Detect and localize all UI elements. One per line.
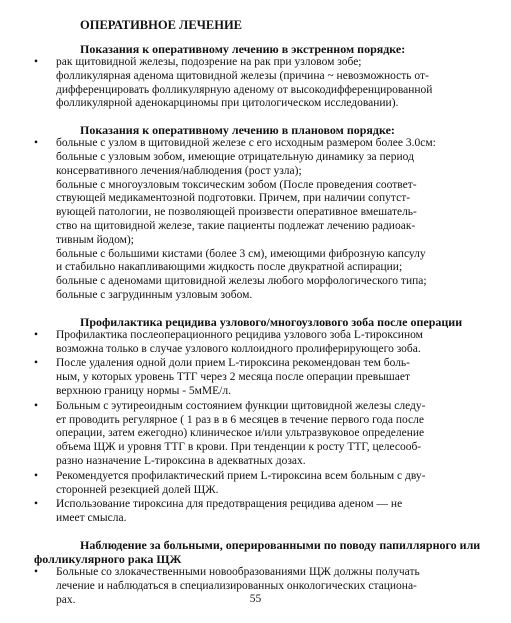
text-line: больные с узловым зобом, имеющие отрицательную динамику за период <box>56 150 414 163</box>
list-item <box>34 498 487 526</box>
text-line: ным, у которых уровень ТТГ через 2 месяца после операции превышает <box>56 371 411 384</box>
section-planned-indications <box>34 123 487 303</box>
list-item <box>34 470 487 498</box>
bullet: • <box>34 328 39 341</box>
text-line: Рекомендуется профилактический прием L-тироксина всем больным с дву- <box>56 469 426 482</box>
text-line: Использование тироксина для предотвращения рецидива аденом — не <box>56 498 403 511</box>
text-line: рак щитовидной железы, подозрение на рак при узловом зобе; <box>56 56 362 68</box>
text-line: и стабильно накапливающими жидкость после двукратной аспирации; <box>56 261 403 274</box>
bullet: • <box>34 399 39 412</box>
text-line: рах. <box>56 593 76 606</box>
list-item-text <box>56 498 487 526</box>
text-line: больные с узлом в щитовидной железе с его исходным размером более 3.0см: <box>56 137 436 150</box>
text-line: Больным с эутиреоидным состоянием функции щитовидной железы следу- <box>56 399 426 412</box>
text-line: лечение и наблюдаться в специализированных онкологических стациона- <box>56 579 417 592</box>
section-title: Профилактика рецидива узлового/многоузлового зоба после операции <box>80 314 463 329</box>
text-line: После удаления одной доли прием L-тироксина рекомендован тем боль- <box>56 357 411 370</box>
text-line: объема ЩЖ и уровня ТТГ в крови. При тенденции к росту ТТГ, целесооб- <box>56 441 422 454</box>
section-recurrence-prevention <box>34 315 487 526</box>
bullet: • <box>34 565 39 578</box>
text-line: фолликулярной аденокарциномы при цитологическом исследовании). <box>56 97 399 110</box>
list-item-text <box>56 329 487 357</box>
text-line: верхнюю границу нормы - 5мМЕ/л. <box>56 384 231 397</box>
text-line: фолликулярная аденома щитовидной железы (причина ~ невозможность от- <box>56 69 429 82</box>
list-item-text <box>56 357 487 398</box>
list-item-text <box>56 56 487 111</box>
text-line: больные с многоузловым токсическим зобом (После проведения соответ- <box>56 178 417 191</box>
page-number: 55 <box>249 593 262 605</box>
list-item-text <box>56 470 487 498</box>
bullet: • <box>34 137 39 150</box>
text-line: тивным йодом); <box>56 233 134 246</box>
bullet: • <box>34 498 39 511</box>
section-title: Показания к оперативному лечению в экстренном порядке: <box>80 42 406 56</box>
text-line: больные с аденомами щитовидной железы любого морфологического типа; <box>56 275 427 288</box>
bullet: • <box>34 469 39 482</box>
list-item <box>34 357 487 398</box>
list-item <box>34 56 487 111</box>
text-line: сторонней резекцией долей ЩЖ. <box>56 483 219 496</box>
text-line: ствующей медикаментозной подготовки. Причем, при наличии сопутст- <box>56 192 411 205</box>
list-item <box>34 329 487 357</box>
list-item <box>34 137 487 303</box>
section-title: Наблюдение за больными, оперированными по поводу папиллярного или фолликулярного рака ЩЖ <box>34 537 481 566</box>
list-item-text <box>56 400 487 469</box>
page-title: ОПЕРАТИВНОЕ ЛЕЧЕНИЕ <box>80 18 242 32</box>
text-line: ство на щитовидной железе, такие пациенты подлежат лечению радиоак- <box>56 219 416 232</box>
text-line: больные с загрудинным узловым зобом. <box>56 288 253 301</box>
section-title: Показания к оперативному лечению в плановом порядке: <box>80 123 395 138</box>
bullet: • <box>34 357 39 370</box>
text-line: ет проводить регулярное ( 1 раз в в 6 месяцев в течение первого года после <box>56 413 424 426</box>
list-item-text <box>56 137 487 303</box>
section-emergency-indications <box>34 42 487 111</box>
text-line: операции, затем ежегодно) клиническое и/или ультразвуковое определение <box>56 427 425 440</box>
text-line: дифференцировать фолликулярную аденому от высокодифференцированной <box>56 83 433 96</box>
text-line: возможна только в случае узлового коллоидного пролиферирующего зоба. <box>56 342 421 355</box>
text-line: вующей патологии, не позволяющей произвести оперативное вмешатель- <box>56 206 417 219</box>
text-line: имеет смысла. <box>56 512 127 525</box>
list-item <box>34 400 487 469</box>
text-line: Больные со злокачественными новообразованиями ЩЖ должны получать <box>56 565 420 578</box>
bullet: • <box>34 56 39 68</box>
text-line: Профилактика послеоперационного рецидива узлового зоба L-тироксином <box>56 328 423 341</box>
text-line: больные с большими кистами (более 3 см), имеющими фиброзную капсулу <box>56 247 426 260</box>
text-line: консервативного лечения/наблюдения (рост узла); <box>56 164 302 177</box>
text-line: разно назначение L-тироксина в адекватных дозах. <box>56 454 306 467</box>
